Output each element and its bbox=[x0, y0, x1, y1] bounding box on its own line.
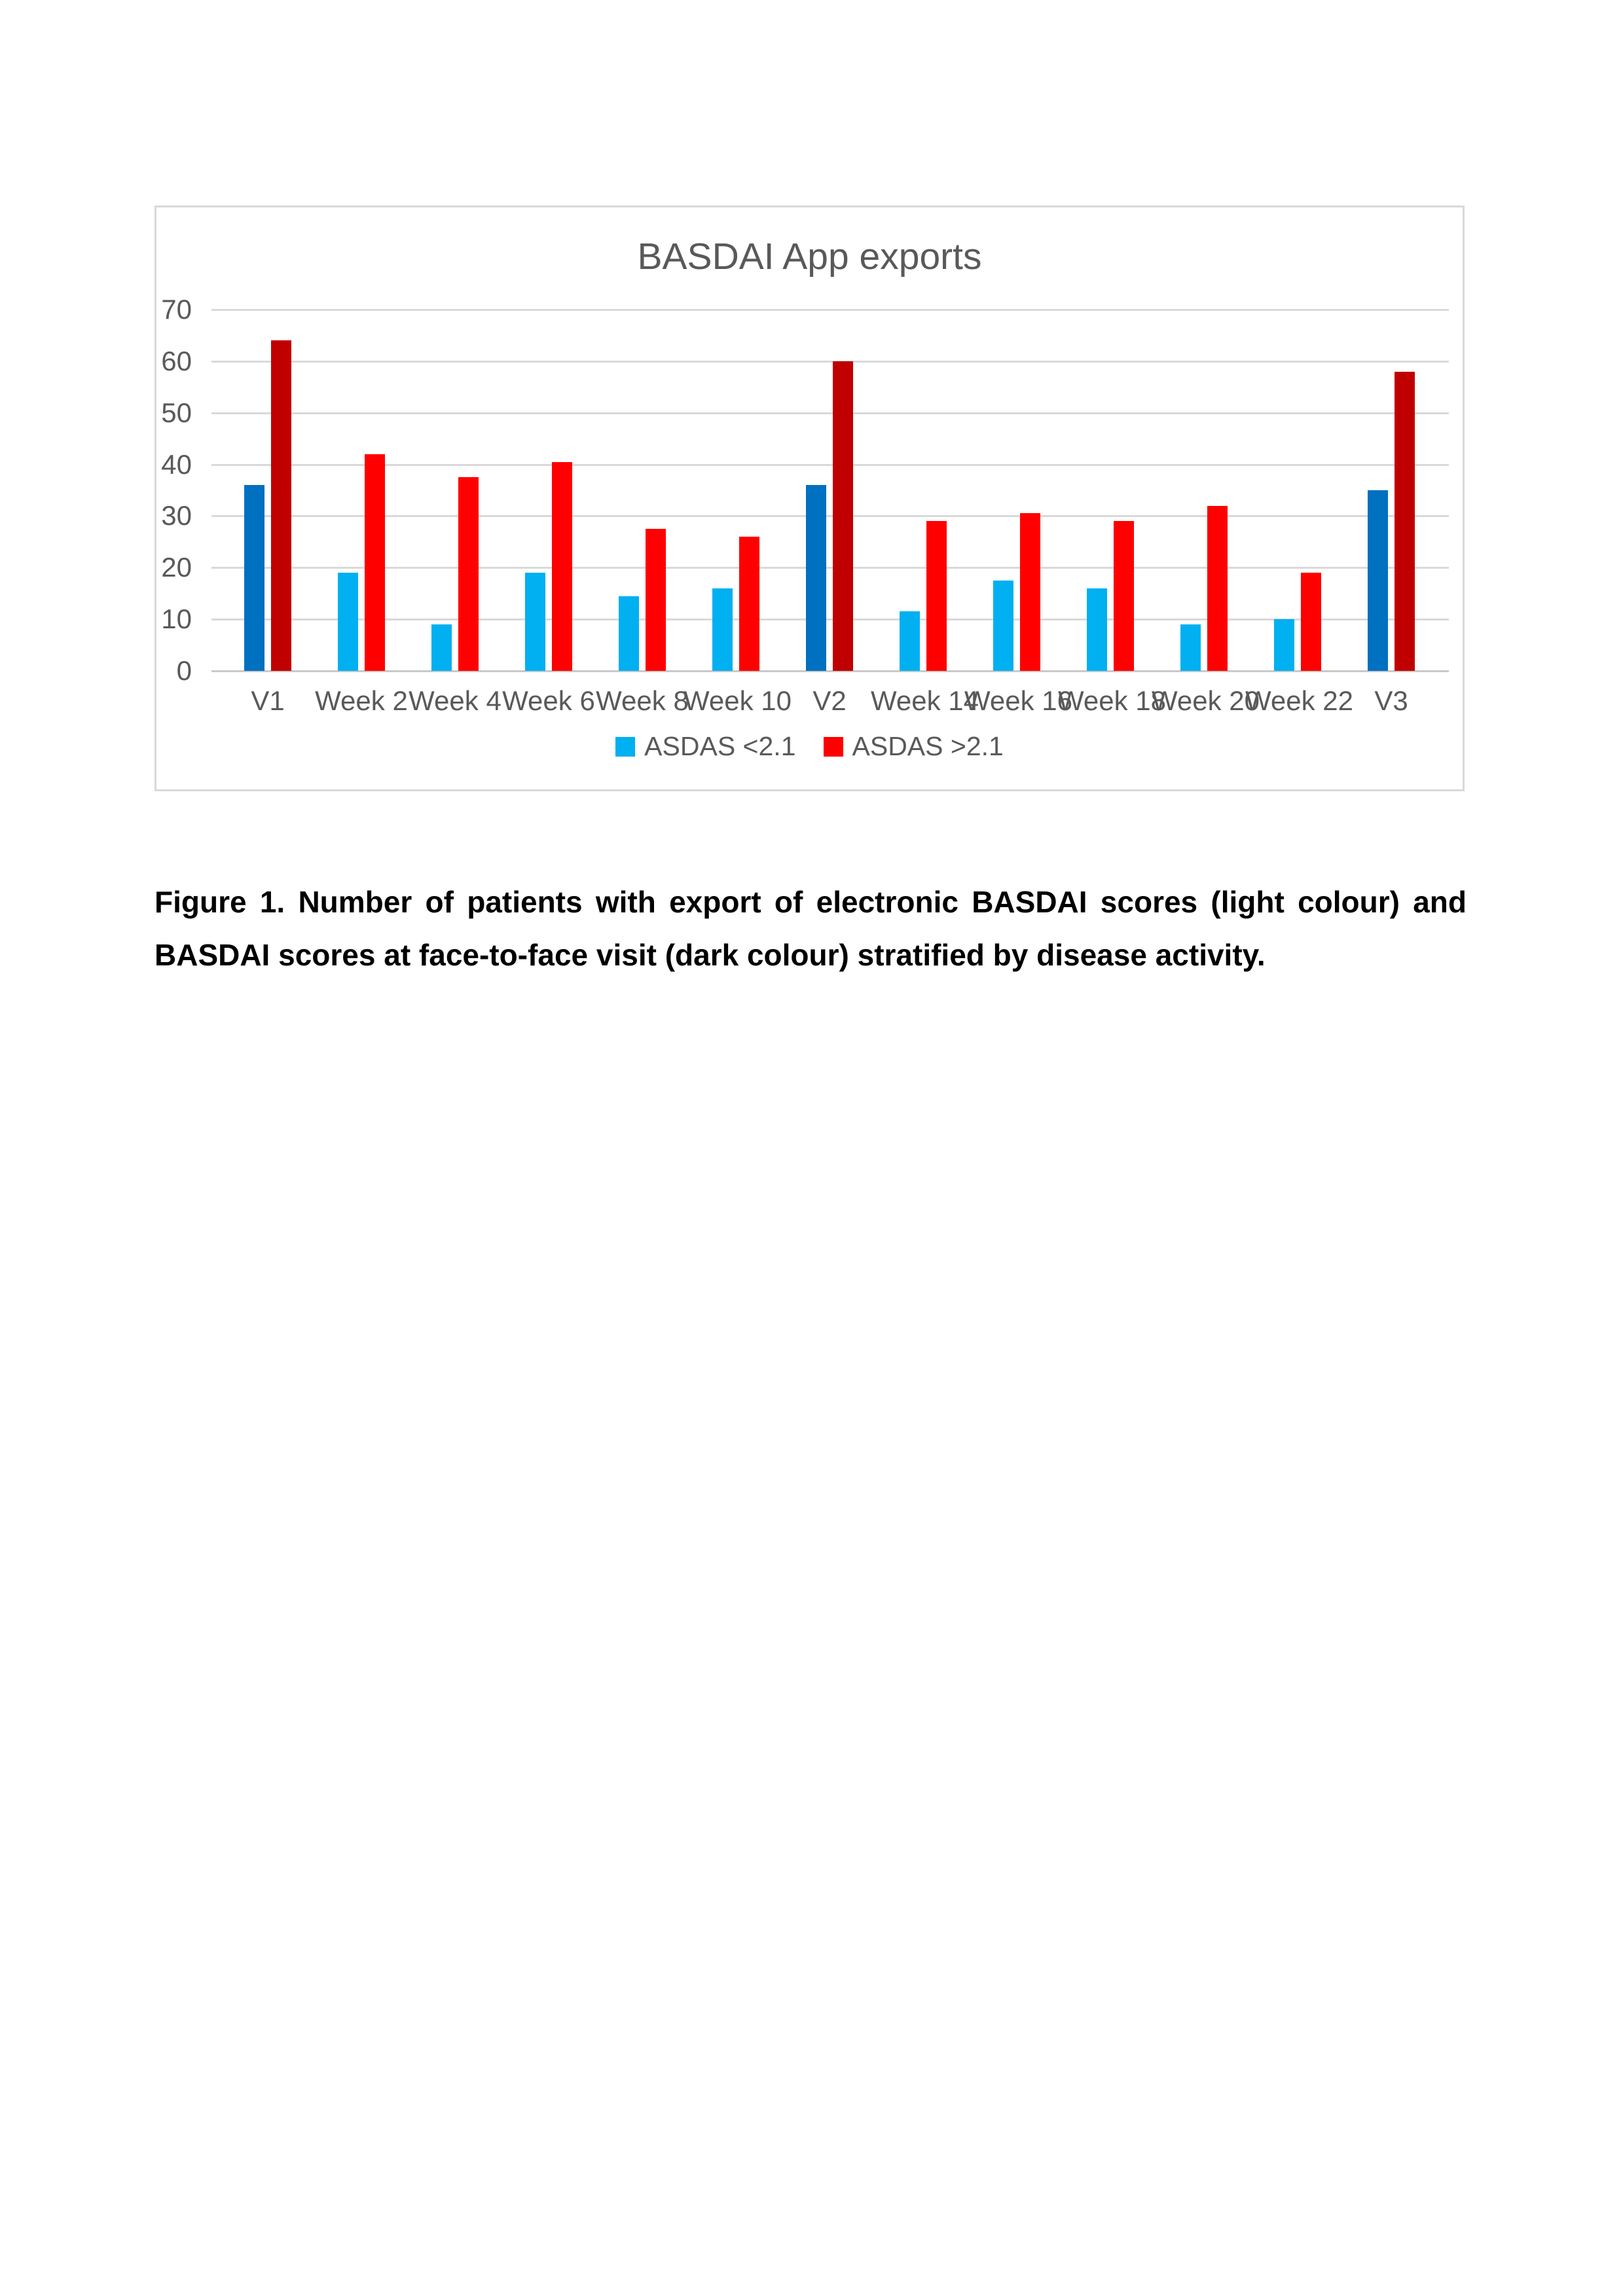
bar-asdas-lt-2-1-v2 bbox=[806, 485, 826, 671]
legend-label-asdas-gt-2-1: ASDAS >2.1 bbox=[852, 731, 1004, 761]
bar-asdas-gt-2-1-week-8 bbox=[646, 529, 666, 671]
bar-asdas-gt-2-1-week-2 bbox=[365, 454, 385, 671]
gridline-y-0 bbox=[211, 670, 1449, 672]
bar-asdas-lt-2-1-week-6 bbox=[525, 573, 545, 671]
figure-caption bbox=[155, 876, 1467, 982]
bar-asdas-gt-2-1-week-10 bbox=[739, 537, 759, 671]
legend-item-asdas-gt-2-1 bbox=[824, 731, 1004, 762]
y-axis-tick-label-70: 70 bbox=[161, 294, 192, 325]
y-axis-tick-label-0: 0 bbox=[176, 655, 192, 686]
gridline-y-10 bbox=[211, 619, 1449, 620]
bar-asdas-lt-2-1-v1 bbox=[244, 485, 264, 671]
legend-item-asdas-lt-2-1 bbox=[615, 731, 795, 762]
legend bbox=[156, 731, 1463, 762]
caption-line-1: Figure 1. Number of patients with export of electronic BASDAI scores (light colour) and bbox=[155, 885, 1467, 919]
bar-asdas-lt-2-1-week-22 bbox=[1274, 619, 1294, 671]
chart-container bbox=[155, 206, 1465, 791]
plot-area bbox=[161, 294, 1449, 716]
bar-asdas-lt-2-1-week-8 bbox=[619, 596, 639, 671]
bar-asdas-lt-2-1-week-2 bbox=[338, 573, 358, 671]
bar-asdas-gt-2-1-week-14 bbox=[926, 521, 947, 671]
bar-asdas-lt-2-1-week-14 bbox=[900, 611, 920, 671]
x-axis-label-week-20: Week 20 bbox=[1152, 685, 1260, 716]
bar-asdas-gt-2-1-v2 bbox=[833, 361, 853, 671]
gridline-y-50 bbox=[211, 412, 1449, 414]
x-axis-label-v2: V2 bbox=[812, 685, 847, 716]
legend-swatch-asdas-gt-2-1 bbox=[824, 737, 843, 757]
y-axis-tick-label-60: 60 bbox=[161, 345, 192, 376]
bar-asdas-gt-2-1-week-4 bbox=[458, 477, 479, 671]
bar-asdas-gt-2-1-week-22 bbox=[1301, 573, 1321, 671]
x-axis-label-v1: V1 bbox=[251, 685, 285, 716]
legend-swatch-asdas-lt-2-1 bbox=[615, 737, 635, 757]
bar-asdas-gt-2-1-week-18 bbox=[1114, 521, 1134, 671]
bar-asdas-lt-2-1-week-10 bbox=[712, 588, 733, 671]
bar-asdas-lt-2-1-week-4 bbox=[431, 624, 452, 671]
gridline-y-70 bbox=[211, 309, 1449, 311]
x-axis-label-week-2: Week 2 bbox=[315, 685, 408, 716]
x-axis-label-week-22: Week 22 bbox=[1245, 685, 1353, 716]
bar-asdas-gt-2-1-v3 bbox=[1395, 372, 1415, 671]
x-axis-label-week-8: Week 8 bbox=[596, 685, 689, 716]
y-axis-tick-label-10: 10 bbox=[161, 603, 192, 635]
y-axis-tick-label-40: 40 bbox=[161, 448, 192, 480]
bar-asdas-gt-2-1-week-16 bbox=[1020, 513, 1040, 671]
bar-asdas-lt-2-1-week-20 bbox=[1180, 624, 1201, 671]
gridline-y-20 bbox=[211, 567, 1449, 569]
x-axis-label-week-6: Week 6 bbox=[502, 685, 595, 716]
legend-label-asdas-lt-2-1: ASDAS <2.1 bbox=[644, 731, 796, 761]
bar-asdas-lt-2-1-v3 bbox=[1368, 490, 1388, 671]
y-axis-tick-label-30: 30 bbox=[161, 500, 192, 531]
x-axis-label-week-10: Week 10 bbox=[684, 685, 792, 716]
x-axis-label-week-14: Week 14 bbox=[871, 685, 979, 716]
bar-asdas-gt-2-1-week-6 bbox=[552, 462, 572, 671]
bar-asdas-lt-2-1-week-18 bbox=[1087, 588, 1107, 671]
bar-asdas-lt-2-1-week-16 bbox=[993, 581, 1013, 671]
chart-title: BASDAI App exports bbox=[637, 236, 982, 278]
gridline-y-40 bbox=[211, 464, 1449, 466]
gridline-y-30 bbox=[211, 515, 1449, 517]
caption-line-2: BASDAI scores at face-to-face visit (dark colour) stratified by disease activity. bbox=[155, 938, 1266, 972]
gridline-y-60 bbox=[211, 361, 1449, 363]
y-axis-tick-label-50: 50 bbox=[161, 397, 192, 428]
x-axis-label-week-16: Week 16 bbox=[964, 685, 1072, 716]
x-axis-label-week-18: Week 18 bbox=[1058, 685, 1166, 716]
y-axis-tick-label-20: 20 bbox=[161, 552, 192, 583]
x-axis-label-v3: V3 bbox=[1374, 685, 1408, 716]
x-axis-label-week-4: Week 4 bbox=[409, 685, 501, 716]
bar-asdas-gt-2-1-week-20 bbox=[1207, 506, 1228, 671]
bar-asdas-gt-2-1-v1 bbox=[271, 340, 291, 671]
